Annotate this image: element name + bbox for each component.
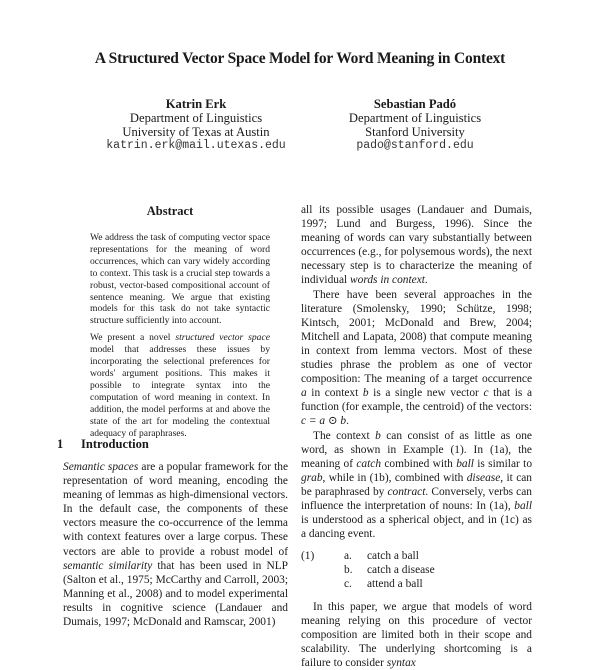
text: The context [313,429,376,442]
example-number-spacer [301,577,344,591]
example-letter: c. [344,578,352,591]
abstract-paragraph-1: We address the task of computing vector space representations for the meaning of word occurrences, which can vary widely according to context. This task is a crucial step towards a robust, vector-based compositional account of sentence meaning. We argue that existing models for this task do not take syntactic structure sufficiently into account. [90,232,270,327]
text: , it can be paraphrased by [301,471,532,498]
text: that is a function (for example, the centroid) of the vectors: [301,387,533,414]
text: , while in (1b), combined with [322,471,467,484]
text: all its possible usages (Landauer and Dumais, 1997; Lund and Burgess, 1996). Since the meaning of words can vary substantially between occurrences (e.g., for polysemous words), the next necessary step is to characterize the meaning of individual [301,204,532,287]
example-item [301,563,532,577]
author-institution: Stanford University [365,125,465,139]
text: There have been several approaches in the literature (Smolensky, 1990; Schütze, 1998; Kintsch, 2001; McDonald and Brew, 2004; Mitchell and Lapata, 2008) that compute meaning in context from lemma vectors. Most of these studies phrase the problem as one of vector composition: The meaning of a target occurrence [301,288,532,386]
math-var: b [375,429,381,442]
text: are a popular framework for the representation of word meaning, encoding the meaning of lemmas as high-dimensional vectors. In the default case, the components of these vectors measure the co-occurrence of the lemma with context features over a large corpus. These vectors are able to provide a robust model of [63,461,288,558]
section-number: 1 [57,437,64,451]
author-institution: University of Texas at Austin [122,125,270,139]
text: We present a novel [90,332,176,344]
math-var: a [301,387,307,400]
author-department: Department of Linguistics [348,111,482,125]
intro-paragraph-3 [301,429,532,542]
text: is similar to [473,457,533,470]
text: in context [306,387,363,400]
section-title: Introduction [81,437,149,451]
abstract-heading: Abstract [146,204,194,218]
text: is a single new vector [368,387,484,400]
author-name: Katrin Erk [165,97,227,111]
text: In this paper, we argue that models of word meaning relying on this procedure of vector composition are limited both in their scope and scalability. The underlying shortcoming is a failure to consider [301,600,532,669]
math-var: b [362,387,369,400]
example-letter: a. [344,550,352,563]
intro-paragraph-continued [301,203,532,288]
section-heading-introduction [57,437,149,452]
text: model that addresses these issues by incorporating the selectional preferences for words' argument positions. This makes it possible to integrate syntax into the computation of word meaning in context. In addition, the model performs at and above the state of the art for modeling the contextual adequacy of paraphrases. [90,344,270,439]
example-text: attend a ball [367,578,423,591]
text: is understood as a spherical object, and in (1c) as a dancing event. [301,514,532,541]
author-block-1 [86,97,306,153]
author-email: pado@stanford.edu [356,139,474,152]
emphasis: catch [356,457,382,470]
text: combined with [381,457,457,470]
intro-paragraph-1 [63,460,288,629]
emphasis: semantic similarity [63,559,153,572]
example-letter: b. [344,564,353,577]
emphasis: syntax [386,656,416,669]
author-name: Sebastian Padó [373,97,457,111]
author-block-2 [305,97,525,153]
emphasis: ball [456,457,474,470]
example-1 [301,549,532,591]
emphasis: structured vector space [175,332,270,344]
example-number-spacer [301,563,344,577]
abstract-body [90,232,270,444]
text: that has been used in NLP (Salton et al., 1975; McCarthy and Carroll, 2003; Manning et al., 2008) and to model experimental results in cognitive science (Landauer and Dumais, 1997; McDonald and Ramscar, 2001) [63,559,288,629]
emphasis: disease [466,471,501,484]
text: . Conversely, verbs can influence the interpretation of nouns: In (1a), [301,485,532,512]
left-column-body [63,460,288,629]
text: can consist of as little as one word, as shown in Example (1). In (1a), the meaning of [301,429,532,470]
emphasis: Semantic spaces [63,461,139,473]
paper-title: A Structured Vector Space Model for Word Meaning in Context [94,50,506,67]
text: . [424,274,428,287]
example-item [301,549,532,563]
emphasis: contract [387,485,426,498]
abstract-paragraph-2 [90,332,270,439]
emphasis: ball [514,499,532,512]
intro-paragraph-4 [301,600,532,670]
author-email: katrin.erk@mail.utexas.edu [106,139,286,152]
example-number: (1) [301,550,315,563]
math-formula: c = a ⊙ b [301,415,347,428]
emphasis: grab [301,471,323,484]
example-text: catch a disease [367,564,435,577]
emphasis: words in context [350,274,425,287]
intro-paragraph-2 [301,288,532,429]
example-text: catch a ball [367,550,419,563]
example-item [301,577,532,591]
math-var: c [483,387,489,400]
text: . [346,415,349,428]
author-department: Department of Linguistics [129,111,263,125]
